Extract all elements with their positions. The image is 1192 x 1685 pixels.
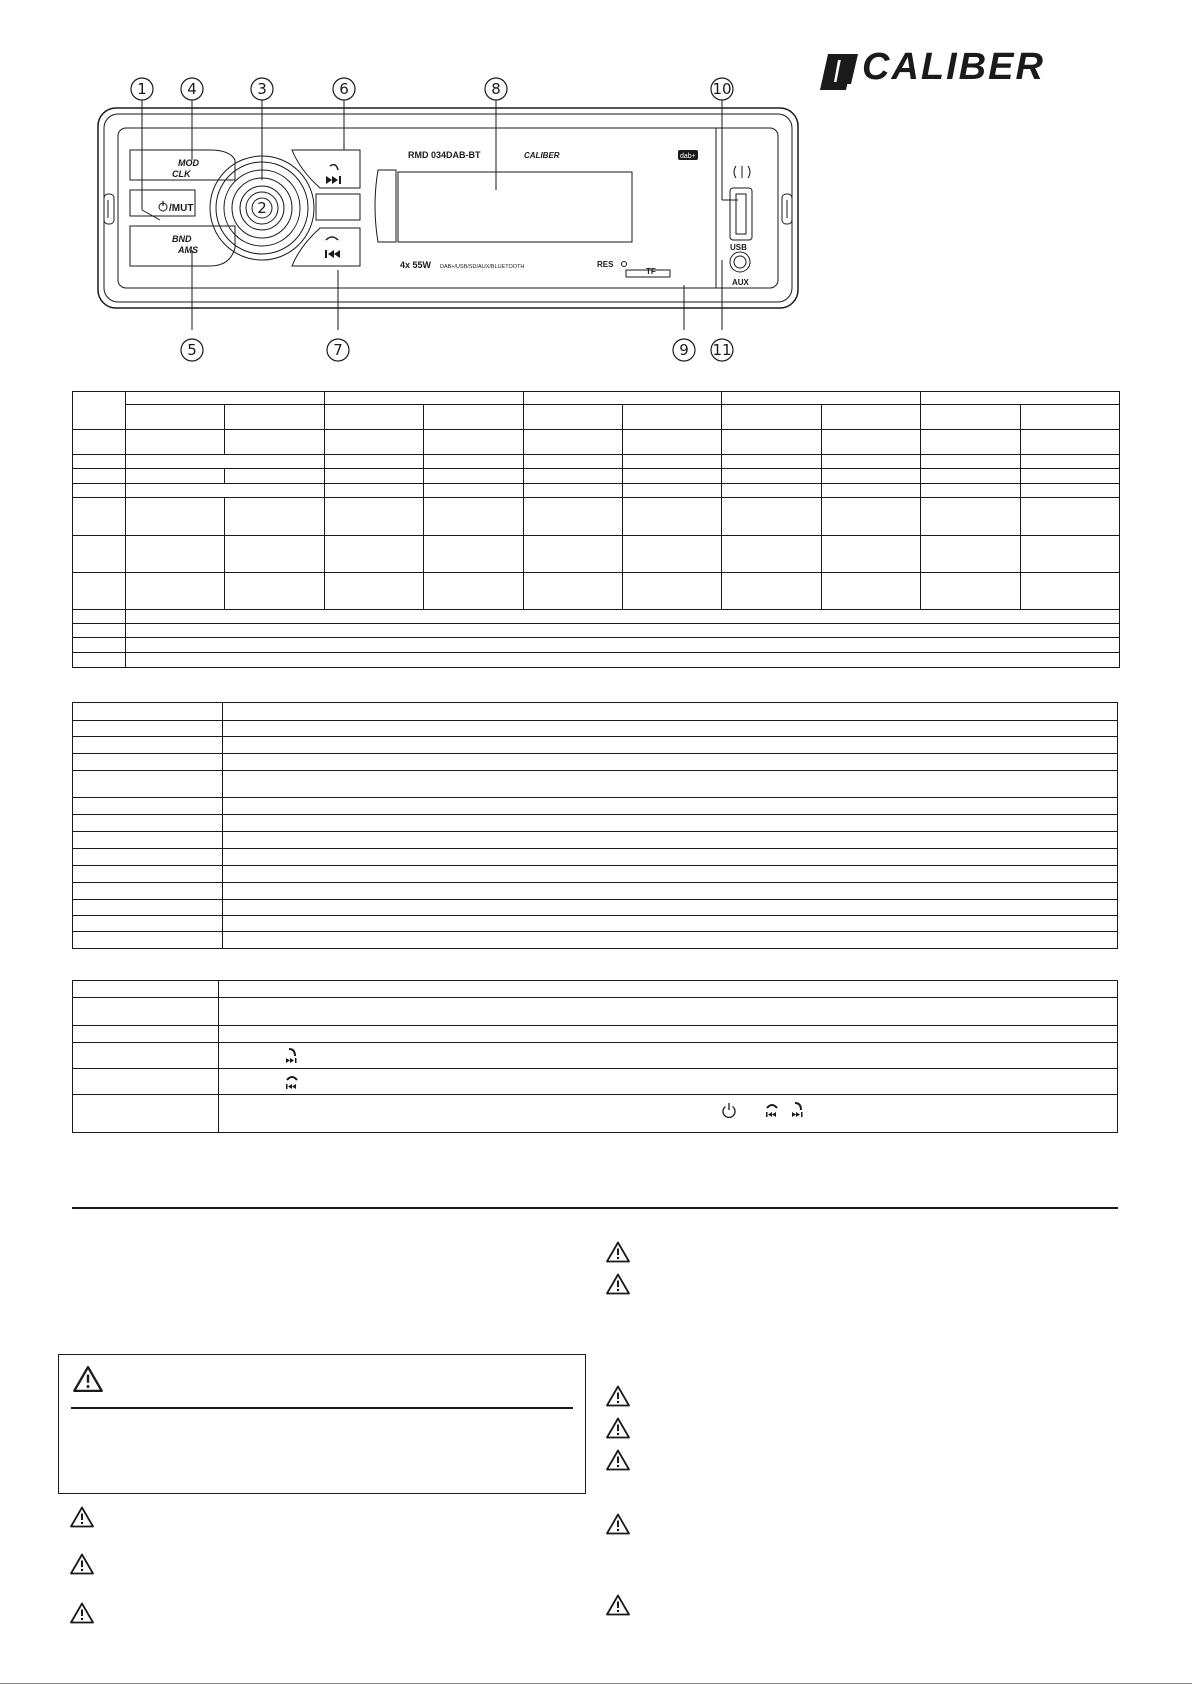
warning-icon <box>606 1594 630 1616</box>
callout-4: 4 <box>187 80 197 98</box>
device-front-panel-diagram <box>60 70 820 370</box>
table-row <box>73 849 1118 866</box>
callout-5: 5 <box>187 341 197 359</box>
svg-text:dab+: dab+ <box>680 153 696 160</box>
warning-icon <box>606 1241 630 1263</box>
bnd-button-label-bottom: AMS <box>178 245 198 255</box>
warning-icon <box>606 1513 630 1535</box>
display-brand-label: CALIBER <box>524 151 560 160</box>
table-row <box>73 536 1120 573</box>
table-row <box>73 932 1118 949</box>
next-track-icon <box>326 165 341 184</box>
table-row <box>73 916 1118 932</box>
callout-6: 6 <box>339 80 349 98</box>
table-row <box>73 1095 1118 1133</box>
callout-8: 8 <box>491 80 501 98</box>
table-row <box>73 798 1118 815</box>
table-row <box>73 1026 1118 1043</box>
warning-icon <box>70 1506 94 1528</box>
table-row <box>73 455 1120 469</box>
callout-7: 7 <box>333 341 343 359</box>
callout-11: 11 <box>712 341 732 359</box>
table-row <box>73 900 1118 916</box>
bluetooth-function-table <box>72 980 1118 1133</box>
table-row <box>73 721 1118 737</box>
power-mute-button[interactable] <box>159 201 193 214</box>
table-row <box>73 771 1118 798</box>
table-row <box>73 703 1118 721</box>
page-bottom-rule <box>0 1683 1192 1684</box>
warning-icon <box>606 1273 630 1295</box>
mod-button-label-bottom: CLK <box>172 169 191 179</box>
table-row <box>73 1069 1118 1095</box>
callout-10: 10 <box>712 80 732 98</box>
dab-badge <box>678 150 698 160</box>
table-row <box>73 392 1120 405</box>
callout-9: 9 <box>679 341 689 359</box>
table-row <box>73 832 1118 849</box>
warning-icon <box>606 1449 630 1471</box>
warning-box <box>58 1354 586 1494</box>
bnd-button-label-top: BND <box>172 234 192 244</box>
phone-answer-next-icon <box>285 1047 299 1065</box>
aux-jack-label: AUX <box>732 278 749 287</box>
brand-logo: CALIBER <box>862 46 1045 88</box>
table-row <box>73 815 1118 832</box>
warning-icon <box>70 1553 94 1575</box>
table-row <box>73 1043 1118 1069</box>
table-row <box>73 998 1118 1026</box>
table-row <box>73 430 1120 455</box>
phone-hangup-prev-icon <box>765 1101 779 1119</box>
table-row <box>73 610 1120 624</box>
power-mute-label: /MUT <box>169 203 194 214</box>
table-row <box>73 405 1120 430</box>
mod-button-label-top: MOD <box>178 158 199 168</box>
phone-hangup-prev-icon <box>285 1073 299 1091</box>
reset-label: RES <box>597 260 614 269</box>
table-row <box>73 573 1120 610</box>
callout-2: 2 <box>257 199 267 217</box>
sources-label: DAB+/USB/SD/AUX/BLUETOOTH <box>440 264 525 270</box>
specification-table <box>72 391 1120 668</box>
warning-box-rule <box>71 1407 573 1409</box>
table-row <box>73 754 1118 771</box>
callout-3: 3 <box>257 80 267 98</box>
callout-1: 1 <box>137 80 147 98</box>
usb-port-label: USB <box>730 243 747 252</box>
warning-icon <box>606 1385 630 1407</box>
table-row <box>73 737 1118 754</box>
tf-slot-label: TF <box>646 267 656 276</box>
section-divider <box>72 1207 1118 1209</box>
power-icon <box>721 1102 737 1118</box>
warning-icon <box>73 1365 103 1393</box>
warning-icon <box>70 1602 94 1624</box>
table-row <box>73 624 1120 638</box>
table-row <box>73 484 1120 498</box>
model-label: RMD 034DAB-BT <box>408 150 481 160</box>
phone-answer-next-icon <box>791 1101 805 1119</box>
function-table <box>72 702 1118 949</box>
table-row <box>73 498 1120 536</box>
prev-track-icon <box>325 237 340 258</box>
power-rating-label: 4x 55W <box>400 260 432 270</box>
table-row <box>73 469 1120 484</box>
table-row <box>73 981 1118 998</box>
table-row <box>73 653 1120 668</box>
table-row <box>73 638 1120 653</box>
warning-icon <box>606 1417 630 1439</box>
table-row <box>73 883 1118 900</box>
table-row <box>73 866 1118 883</box>
